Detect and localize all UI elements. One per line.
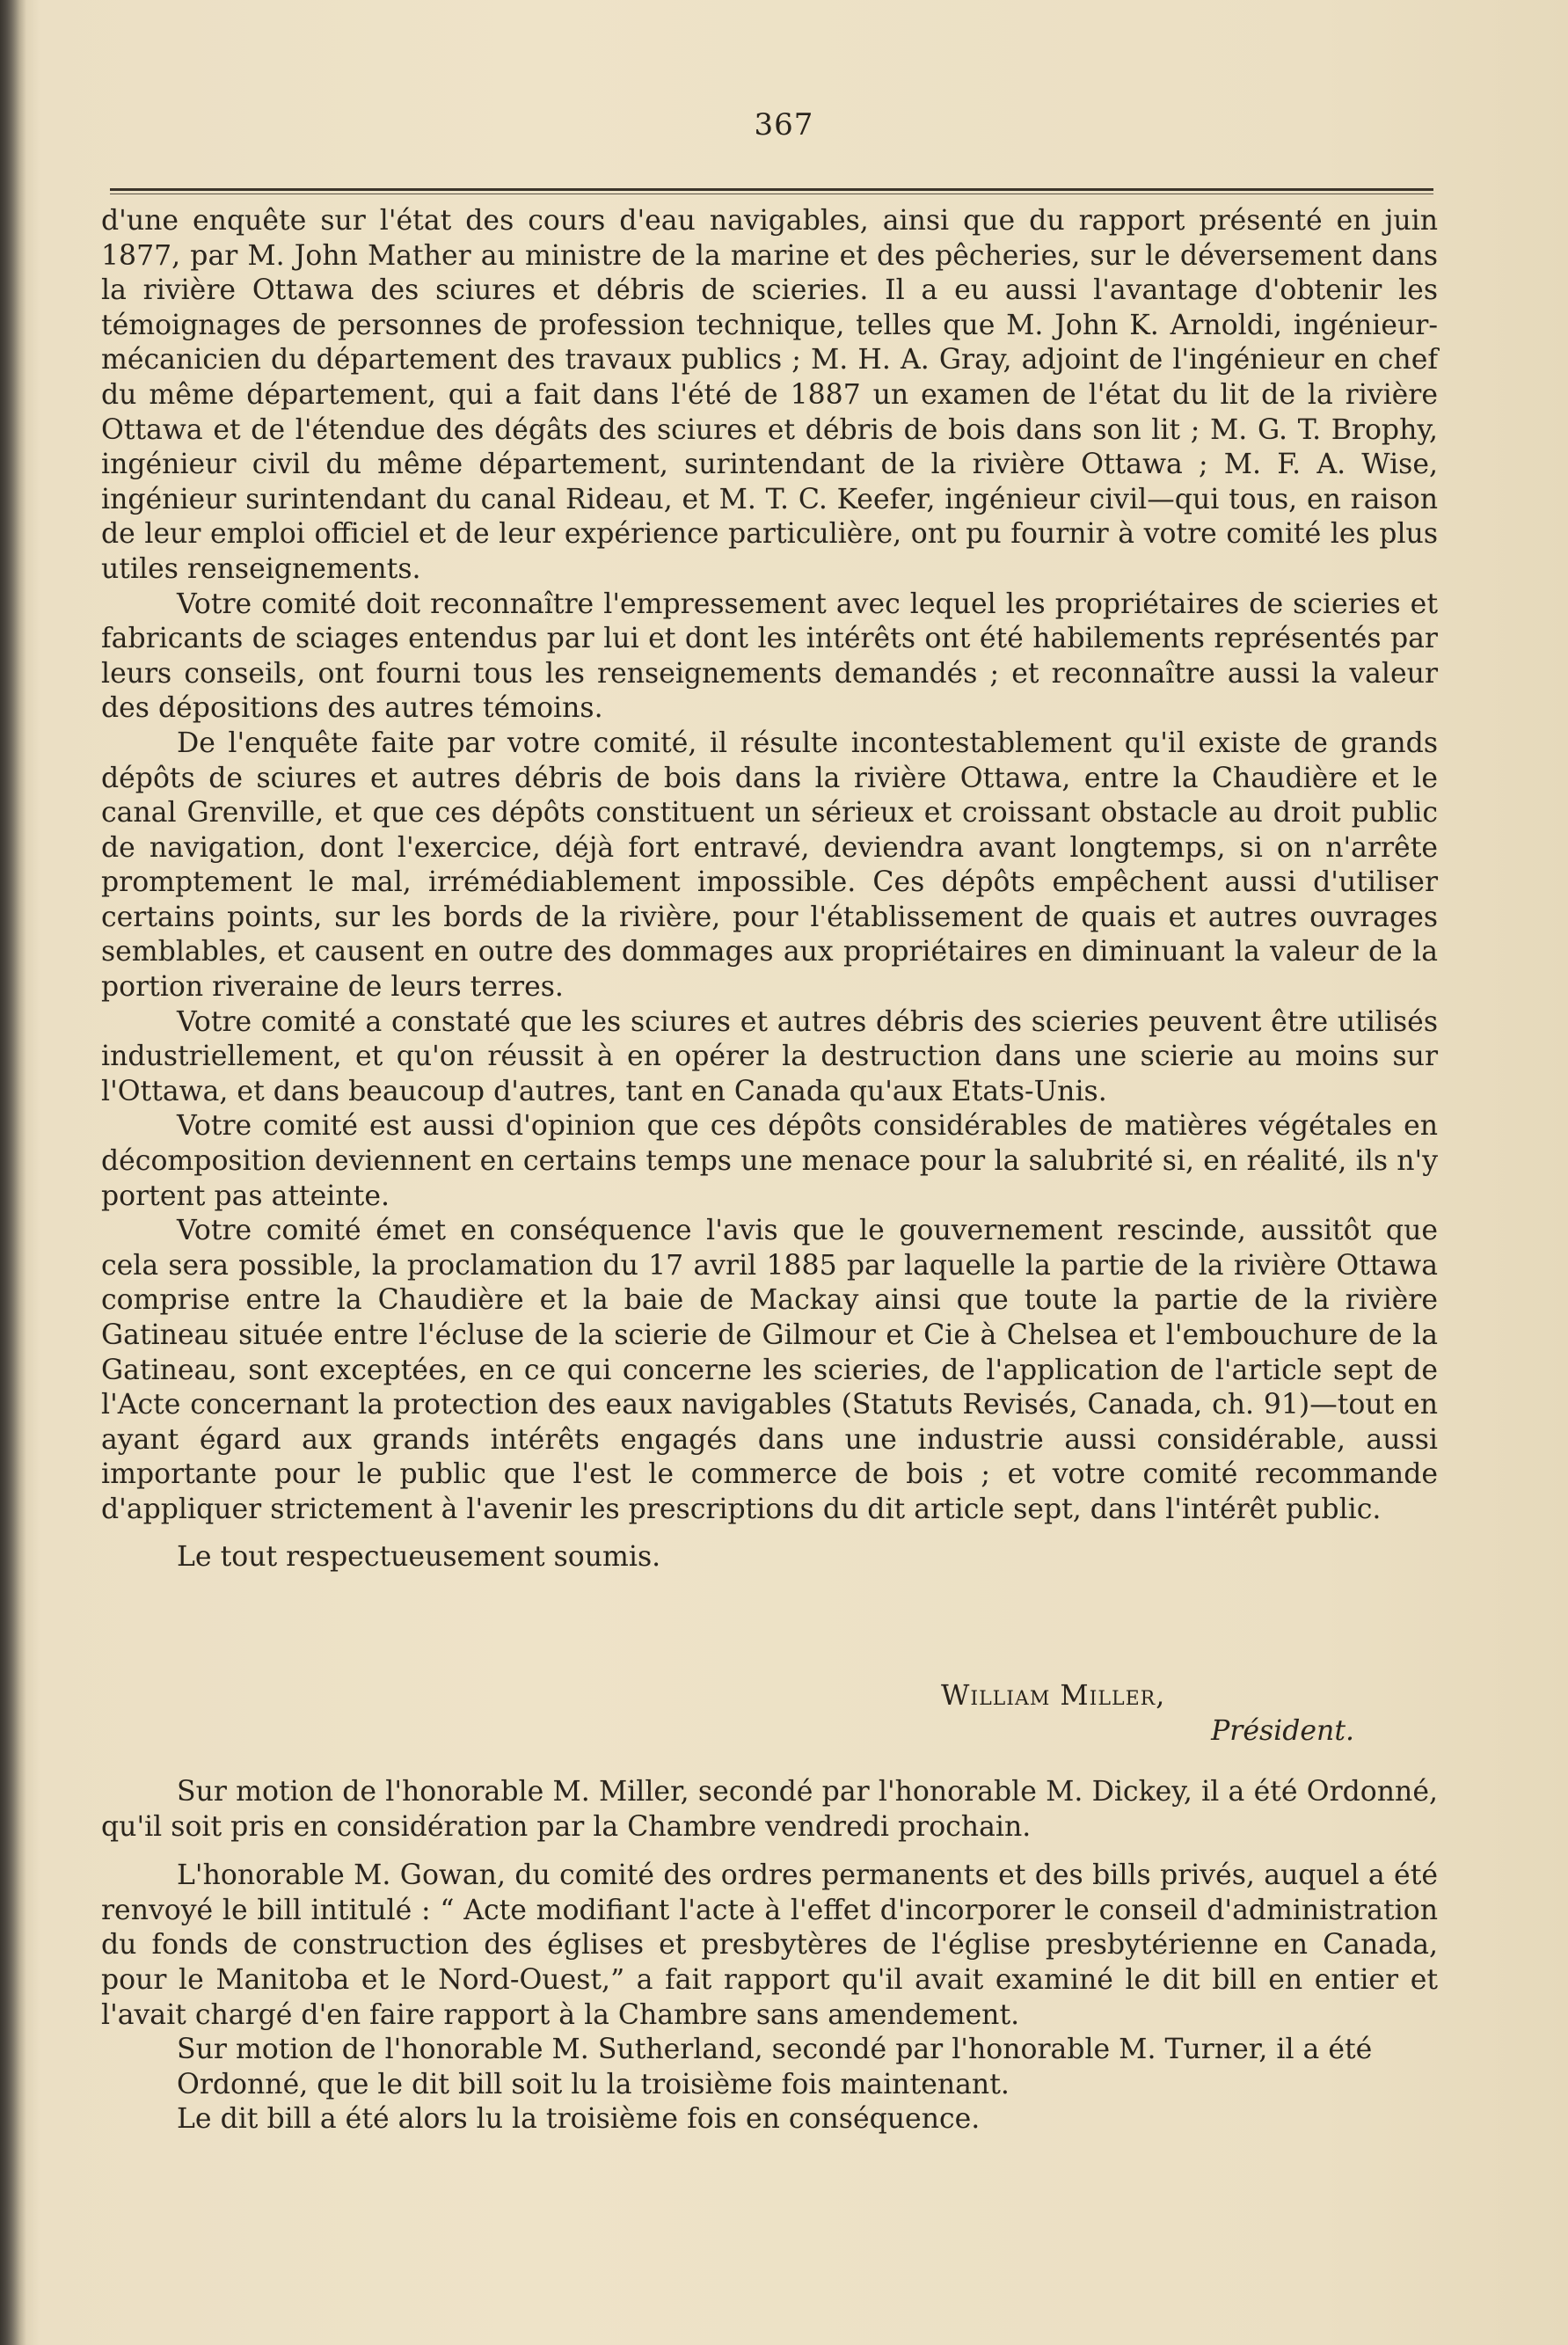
page-number: 367 [754, 107, 814, 142]
proceeding-paragraph: L'honorable M. Gowan, du comité des ordres permanents et des bills privés, auquel a été renvoyé le bill intitulé : “ Acte modifiant l'acte à l'effet d'incorporer le conseil d'administration du fonds de construction des églises et presbytères de l'église presbytérienne en Canada, pour le Manitoba et le Nord-Ouest,” a fait rapport qu'il avait examiné le dit bill en entier et l'avait chargé d'en faire rapport à la Chambre sans amendement. [101, 1859, 1438, 2031]
paragraph: De l'enquête faite par votre comité, il résulte incontestablement qu'il existe de grands dépôts de sciures et autres débris de bois dans la rivière Ottawa, entre la Chaudière et le canal Grenville, et que ces dépôts constituent un sérieux et croissant obstacle au droit public de navigation, dont l'exercice, déjà fort entravé, deviendra avant longtemps, si on n'arrête promptement le mal, irrémédiablement impossible. Ces dépôts empêchent aussi d'utiliser certains points, sur les bords de la rivière, pour l'établissement de quais et autres ouvrages semblables, et causent en outre des dommages aux propriétaires en diminuant la valeur de la portion riveraine de leurs terres. [101, 727, 1438, 1004]
proceeding-paragraph: Sur motion de l'honorable M. Sutherland, secondé par l'honorable M. Turner, il a été [177, 2034, 1373, 2066]
signature-name: William Miller, [941, 1680, 1166, 1712]
paragraph: Votre comité a constaté que les sciures et autres débris des scieries peuvent être utilisés industriellement, et qu'on réussit à en opérer la destruction dans une scierie au moins sur l'Ottawa, et dans beaucoup d'autres, tant en Canada qu'aux Etats-Unis. [101, 1005, 1438, 1107]
proceeding-paragraph: Ordonné, que le dit bill soit lu la troisième fois maintenant. [177, 2068, 1010, 2100]
spacer [101, 1845, 1438, 1859]
paragraph: Votre comité émet en conséquence l'avis que le gouvernement rescinde, aussitôt que cela sera possible, la proclamation du 17 avril 1885 par laquelle la partie de la rivière Ottawa comprise entre la Chaudière et la baie de Mackay ainsi que toute la partie de la rivière Gatineau située entre l'écluse de la scierie de Gilmour et Cie à Chelsea et l'embouchure de la Gatineau, sont exceptées, en ce qui concerne les scieries, de l'application de l'article sept de l'Acte concernant la protection des eaux navigables (Statuts Revisés, Canada, ch. 91)—tout en ayant égard aux grands intérêts engagés dans une industrie aussi considérable, aussi importante pour le public que l'est le commerce de bois ; et votre comité recommande d'appliquer strictement à l'avenir les prescriptions du dit article sept, dans l'intérêt public. [101, 1215, 1438, 1525]
signature-block [941, 1678, 1354, 1749]
paragraph: Votre comité doit reconnaître l'empressement avec lequel les propriétaires de scieries et fabricants de sciages entendus par lui et dont les intérêts ont été habilements représentés par leurs conseils, ont fourni tous les renseignements demandés ; et reconnaître aussi la valeur des dépositions des autres témoins. [101, 588, 1438, 725]
report-body [101, 204, 1438, 1574]
closing-line: Le tout respectueusement soumis. [177, 1540, 661, 1573]
proceeding-paragraph: Le dit bill a été alors lu la troisième fois en conséquence. [177, 2103, 981, 2136]
paragraph: d'une enquête sur l'état des cours d'eau navigables, ainsi que du rapport présenté en juin 1877, par M. John Mather au ministre de la marine et des pêcheries, sur le déversement dans la rivière Ottawa des sciures et débris de scieries. Il a eu aussi l'avantage d'obtenir les témoignages de personnes de profession technique, telles que M. John K. Arnoldi, ingénieur-mécanicien du département des travaux publics ; M. H. A. Gray, adjoint de l'ingénieur en chef du même département, qui a fait dans l'été de 1887 un examen de l'état du lit de la rivière Ottawa et de l'étendue des dégâts des sciures et débris de bois dans son lit ; M. G. T. Brophy, ingénieur civil du même département, surintendant de la rivière Ottawa ; M. F. A. Wise, ingénieur surintendant du canal Rideau, et M. T. C. Keefer, ingénieur civil—qui tous, en raison de leur emploi officiel et de leur expérience particulière, ont pu fournir à votre comité les plus utiles renseignements. [101, 205, 1438, 585]
proceeding-paragraph: Sur motion de l'honorable M. Miller, secondé par l'honorable M. Dickey, il a été Ordonné, qu'il soit pris en considération par la Chambre vendredi prochain. [101, 1776, 1438, 1843]
proceedings-block [101, 1775, 1438, 2137]
signature-title: Président. [1211, 1715, 1354, 1747]
binding-shadow [0, 0, 26, 2345]
paragraph: Votre comité est aussi d'opinion que ces dépôts considérables de matières végétales en décomposition deviennent en certains temps une menace pour la salubrité si, en réalité, ils n'y portent pas atteinte. [101, 1110, 1438, 1212]
header-rule [110, 188, 1433, 191]
